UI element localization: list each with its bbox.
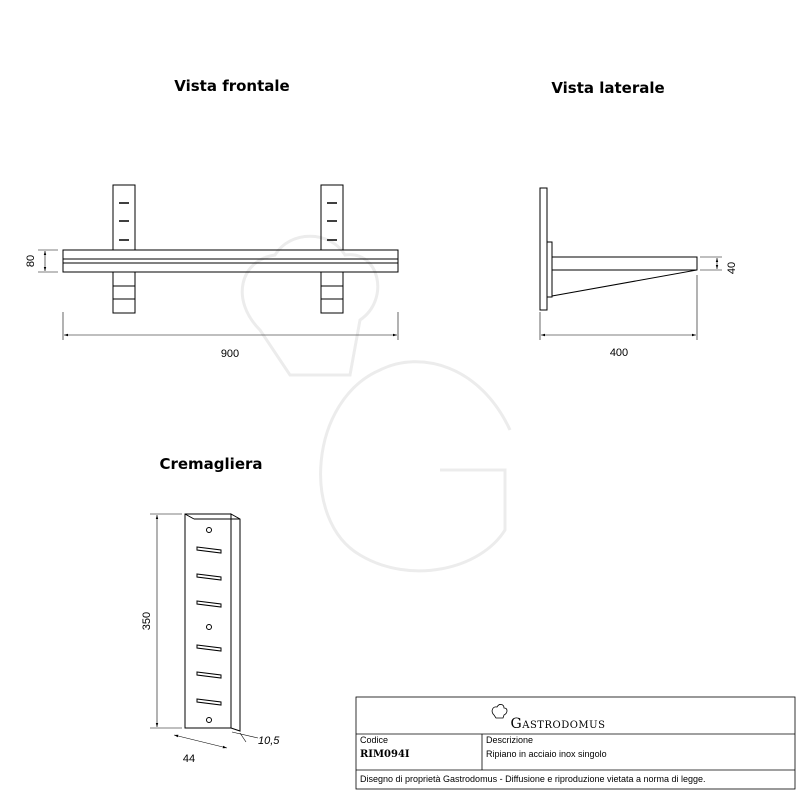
front-view-drawing	[63, 185, 398, 313]
side-view-title: Vista laterale	[551, 79, 665, 97]
rack-dimensions	[150, 514, 258, 748]
side-dimensions	[540, 257, 722, 340]
rack-view-title: Cremagliera	[159, 455, 263, 473]
chef-hat-icon	[492, 704, 507, 718]
rack-height-dimension: 350	[141, 611, 153, 631]
brand-name: Gastrodomus	[510, 716, 606, 732]
side-depth-dimension: 400	[609, 347, 629, 359]
description-label: Descrizione	[486, 735, 534, 745]
side-view-drawing	[540, 188, 697, 310]
front-width-dimension: 900	[220, 348, 240, 360]
footer-notice: Disegno di proprietà Gastrodomus - Diffusione e riproduzione vietata a norma di legge.	[360, 774, 706, 784]
rack-drawing	[185, 514, 240, 731]
rack-depth-dimension: 10,5	[258, 735, 280, 747]
code-value: RIM094I	[360, 749, 410, 760]
code-label: Codice	[360, 735, 389, 745]
description-value: Ripiano in acciaio inox singolo	[486, 749, 607, 759]
front-height-dimension: 80	[25, 254, 37, 268]
front-view-title: Vista frontale	[174, 77, 290, 95]
side-height-dimension: 40	[726, 261, 738, 275]
rack-width-dimension: 44	[182, 753, 196, 765]
watermark-logo	[242, 236, 510, 571]
